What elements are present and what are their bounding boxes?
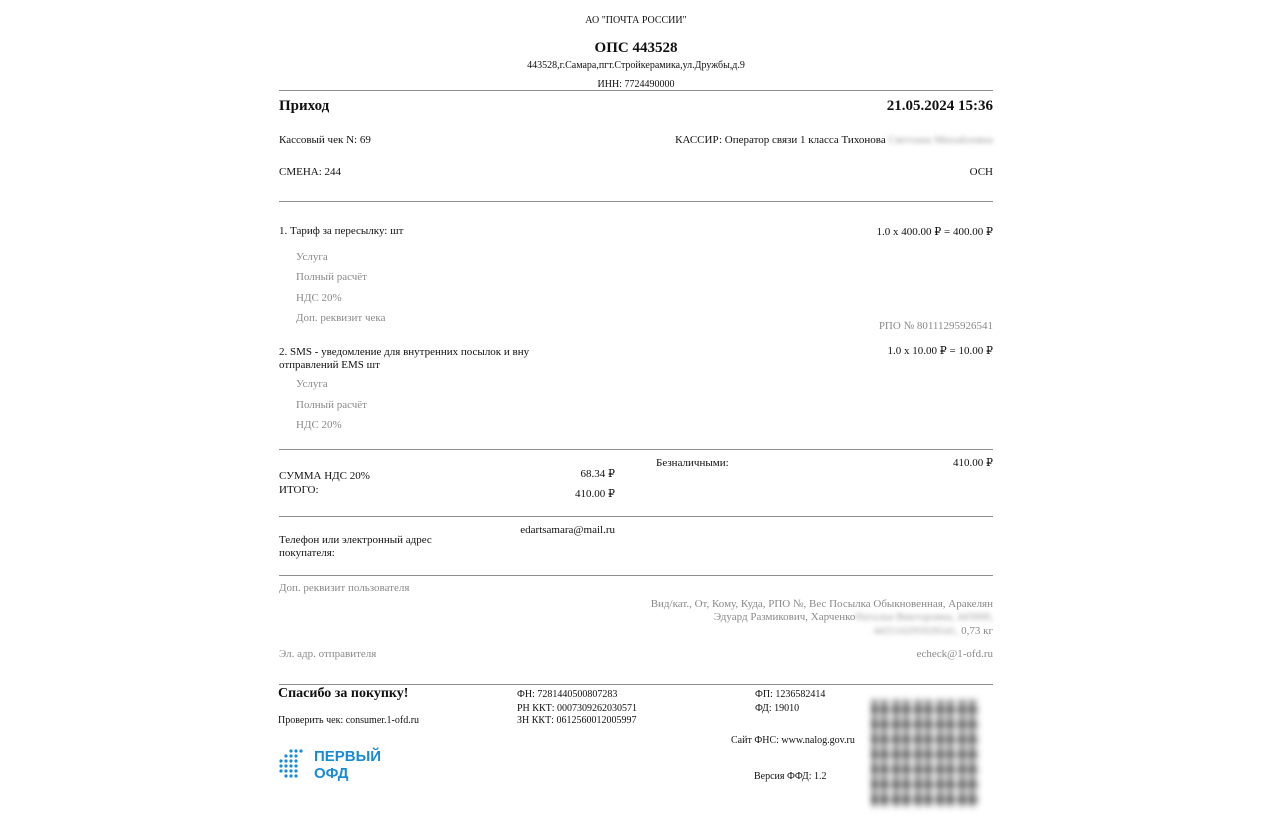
check-number: Кассовый чек N: 69 [279, 134, 371, 146]
total-value: 410.00 ₽ [575, 488, 615, 500]
divider [279, 90, 993, 91]
item-1-attr: Услуга [296, 251, 328, 263]
user-attr-line: Вид/кат., От, Кому, Куда, РПО №, Вес Посылка Обыкновенная, Аракелян [650, 598, 993, 610]
vat-label: СУММА НДС 20% [279, 470, 370, 482]
total-label: ИТОГО: [279, 484, 319, 496]
vat-value: 68.34 ₽ [580, 468, 615, 480]
item-2-attr: Услуга [296, 378, 328, 390]
qr-code [871, 699, 979, 807]
item-1-attr: Доп. реквизит чека [296, 312, 386, 324]
user-attr-text: Эдуард Размикович, Харченко [713, 611, 856, 623]
item-1-attr: НДС 20% [296, 292, 342, 304]
divider [279, 684, 993, 685]
item-2-attr: Полный расчёт [296, 399, 367, 411]
item-1-rpo: РПО № 80111295926541 [878, 320, 993, 332]
divider [279, 449, 993, 450]
ffd-version: Версия ФФД: 1.2 [754, 771, 827, 782]
cashier [675, 134, 993, 146]
office-title: ОПС 443528 [594, 40, 678, 56]
logo-line: ПЕРВЫЙ [314, 748, 382, 765]
receipt-datetime: 21.05.2024 15:36 [886, 98, 993, 114]
sender-email: echeck@1-ofd.ru [916, 648, 993, 660]
company-name: АО "ПОЧТА РОССИИ" [585, 15, 687, 26]
item-2-name-line: 2. SMS - уведомление для внутренних посылок и вну [279, 346, 530, 358]
divider [279, 516, 993, 517]
item-2-calc: 1.0 x 10.00 ₽ = 10.00 ₽ [887, 345, 993, 357]
cashier-label: КАССИР: Оператор связи 1 класса Тихонова [675, 134, 886, 146]
fd-number: ФД: 19010 [755, 703, 800, 714]
buyer-label [279, 534, 432, 560]
item-2-name [279, 346, 529, 372]
fns-site[interactable]: Сайт ФНС: www.nalog.gov.ru [731, 735, 855, 746]
inn: ИНН: 7724490000 [597, 79, 675, 90]
shift-number: СМЕНА: 244 [279, 166, 342, 178]
item-2-attr: НДС 20% [296, 419, 342, 431]
user-attr-blurred: Наталья Викторовна, 443000, [855, 611, 993, 623]
cashless-value: 410.00 ₽ [953, 457, 993, 469]
logo-line: ОФД [314, 765, 349, 782]
check-link[interactable]: Проверить чек: consumer.1-ofd.ru [278, 715, 420, 726]
office-address: 443528,г.Самара,пгт.Стройкерамика,ул.Дружбы,д.9 [527, 60, 745, 71]
item-1-calc: 1.0 x 400.00 ₽ = 400.00 ₽ [876, 226, 993, 238]
divider [279, 201, 993, 202]
item-1-name: 1. Тариф за пересылку: шт [279, 225, 404, 237]
divider [279, 575, 993, 576]
zn-kkt: ЗН ККТ: 0612560012005997 [517, 715, 637, 726]
user-attr-label: Доп. реквизит пользователя [279, 582, 410, 594]
user-attr-blurred: 443110295926541, [873, 625, 959, 637]
fn-number: ФН: 7281440500807283 [517, 689, 618, 700]
rn-kkt: РН ККТ: 0007309262030571 [517, 703, 638, 714]
thanks-text: Спасибо за покупку! [278, 686, 409, 701]
user-attr-line [874, 625, 993, 637]
cashless-label: Безналичными: [656, 457, 729, 469]
parcel-weight: 0,73 кг [961, 625, 993, 637]
item-1-attr: Полный расчёт [296, 271, 367, 283]
dots-icon [277, 748, 305, 782]
sender-label: Эл. адр. отправителя [279, 648, 377, 660]
cashier-name-blurred: Светлана Михайловна [888, 134, 993, 146]
user-attr-line [714, 611, 993, 623]
buyer-label-line: покупателя: [279, 547, 335, 559]
buyer-label-line: Телефон или электронный адрес [279, 534, 432, 546]
buyer-contact: edartsamara@mail.ru [520, 524, 615, 536]
fp-number: ФП: 1236582414 [755, 689, 826, 700]
item-2-name-line: отправлений EMS шт [279, 359, 380, 371]
receipt-type: Приход [279, 98, 330, 114]
tax-system: ОСН [969, 166, 993, 178]
